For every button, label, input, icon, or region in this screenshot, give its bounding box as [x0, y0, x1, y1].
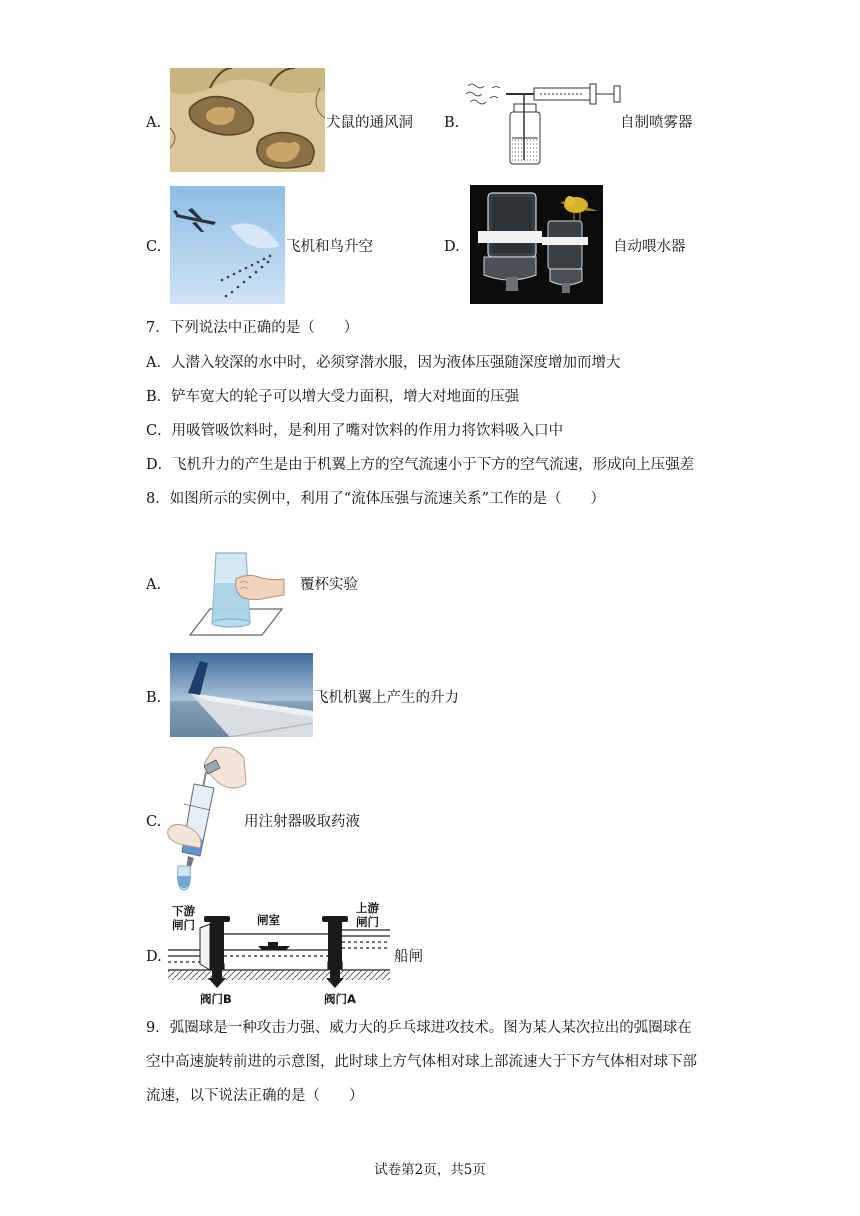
page-footer: 试卷第2页，共5页	[374, 1162, 486, 1178]
lock-chamber-label: 闸室	[257, 913, 280, 927]
inverted-cup-experiment-image	[186, 543, 286, 640]
q6-option-d-letter: D.	[444, 239, 460, 255]
lock-upstream-gate-label-2: 闸门	[356, 915, 379, 929]
q6-option-c-letter: C.	[146, 239, 162, 255]
lock-valve-a-label: 阀门A	[324, 992, 356, 1006]
q7-stem: 7．下列说法中正确的是（ ）	[146, 320, 359, 336]
lock-downstream-gate-label-1: 下游	[172, 904, 195, 918]
q7-option-d: D．飞机升力的产生是由于机翼上方的空气流速小于下方的空气流速，形成向上压强差	[146, 457, 695, 473]
q8-option-a-letter: A.	[146, 577, 162, 593]
q6-option-a-letter: A.	[146, 115, 162, 131]
lock-upstream-gate-label-1: 上游	[356, 901, 379, 915]
plane-and-birds-image	[170, 186, 285, 304]
q7-option-a: A．人潜入较深的水中时，必须穿潜水服，因为液体压强随深度增加而增大	[146, 355, 621, 371]
q8-option-d-caption: 船闸	[394, 949, 423, 965]
q9-line-3: 流速，以下说法正确的是（ ）	[146, 1088, 364, 1104]
prairie-dog-burrow-image	[170, 68, 325, 172]
q9-line-2: 空中高速旋转前进的示意图，此时球上方气体相对球上部流速大于下方气体相对球下部	[146, 1054, 697, 1070]
q8-stem: 8．如图所示的实例中，利用了“流体压强与流速关系”工作的是（ ）	[146, 491, 606, 507]
auto-bird-waterer-image	[470, 185, 603, 304]
q6-option-b-caption: 自制喷雾器	[620, 115, 693, 131]
q8-option-d-letter: D.	[146, 949, 162, 965]
lock-valve-b-label: 阀门B	[200, 992, 232, 1006]
homemade-sprayer-image	[464, 74, 624, 168]
q7-option-c: C．用吸管吸饮料时，是利用了嘴对饮料的作用力将饮料吸入口中	[146, 423, 564, 439]
q8-option-b-letter: B.	[146, 690, 162, 706]
lock-downstream-gate-label-2: 闸门	[172, 918, 195, 932]
q8-option-c-caption: 用注射器吸取药液	[244, 814, 360, 830]
q8-option-c-letter: C.	[146, 814, 162, 830]
q8-option-a-caption: 覆杯实验	[300, 577, 358, 593]
q6-option-d-caption: 自动喂水器	[613, 239, 686, 255]
q7-option-b: B．铲车宽大的轮子可以增大受力面积，增大对地面的压强	[146, 389, 520, 405]
q6-option-c-caption: 飞机和鸟升空	[286, 239, 373, 255]
q6-option-a-caption: 犬鼠的通风洞	[326, 115, 413, 131]
q9-line-1: 9．弧圈球是一种攻击力强、威力大的乒乓球进攻技术。图为某人某次拉出的弧圈球在	[146, 1020, 692, 1036]
syringe-image	[164, 744, 248, 892]
airplane-wing-image	[170, 653, 313, 737]
q8-option-b-caption: 飞机机翼上产生的升力	[314, 690, 459, 706]
q6-option-b-letter: B.	[444, 115, 460, 131]
